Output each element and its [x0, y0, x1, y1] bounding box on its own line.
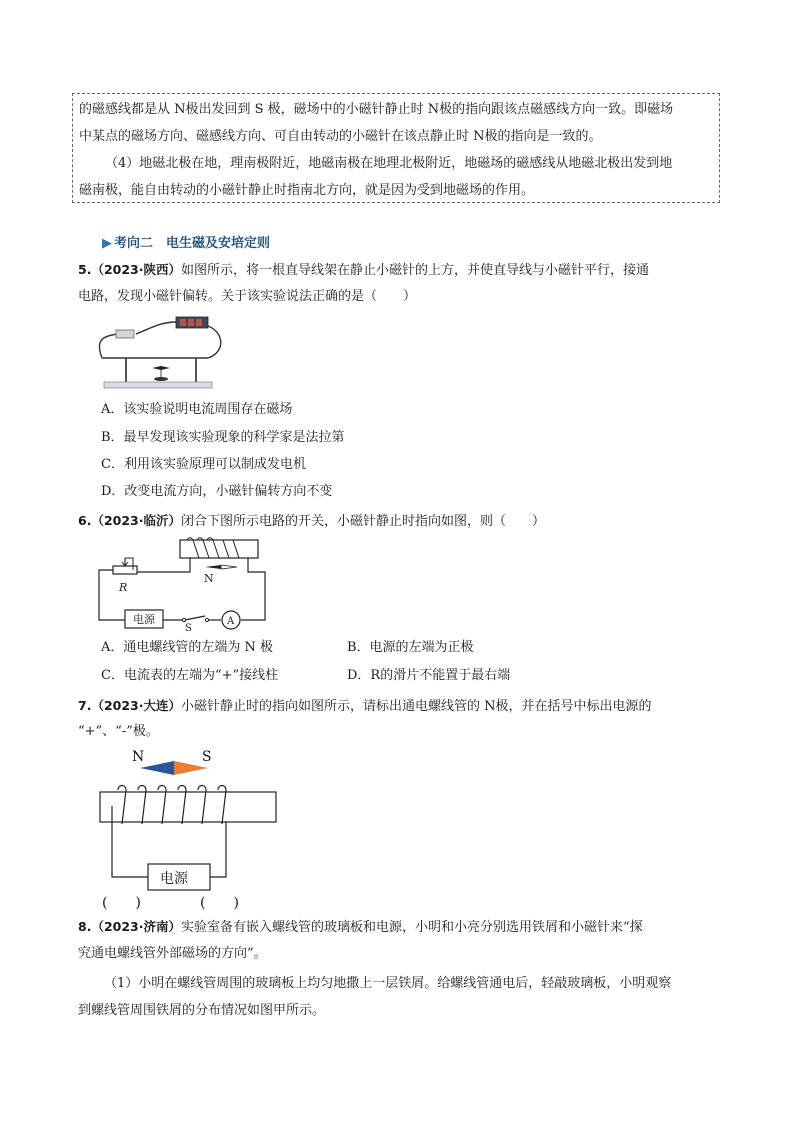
- triangle-marker-icon: ▶: [102, 236, 112, 251]
- section-heading: [102, 232, 270, 251]
- q8-text-line-3: （1）小明在螺线管周围的玻璃板上均匀地撒上一层铁屑。给螺线管通电后，轻敲玻璃板，小明观察: [104, 976, 672, 991]
- q5-option-c: C．利用该实验原理可以制成发电机: [101, 457, 306, 472]
- intro-line-1: 的磁感线都是从 N极出发回到 S 极，磁场中的小磁针静止时 N极的指向跟该点磁感线方向一致。即磁场: [79, 102, 674, 117]
- q6-source-label: 电源: [133, 613, 155, 626]
- q6-text-line-1: 6.（2023·临沂）闭合下图所示电路的开关，小磁针静止时指向如图，则（ ）: [78, 513, 546, 529]
- q7-text-line-1: 7.（2023·大连）小磁针静止时的指向如图所示，请标出通电螺线管的 N极，并在括号中标出电源的: [78, 698, 652, 714]
- q5-option-a: A．该实验说明电流周围存在磁场: [101, 402, 293, 417]
- q7-n-label: N: [132, 749, 145, 765]
- q5-text-line-2: 电路，发现小磁针偏转。关于该实验说法正确的是（ ）: [78, 289, 417, 304]
- q6-circuit-figure: [95, 536, 270, 631]
- q8-text-line-2: 究通电螺线管外部磁场的方向”。: [78, 946, 267, 961]
- q7-s-label: S: [202, 749, 212, 765]
- q6-ammeter-label: A: [227, 616, 235, 627]
- section-title: 考向二 电生磁及安培定则: [114, 236, 271, 251]
- intro-line-2: 中某点的磁场方向、磁感线方向、可自由转动的小磁针在该点静止时 N极的指向是一致的。: [79, 129, 602, 144]
- q6-n-label: N: [204, 572, 214, 585]
- q6-option-c: C．电流表的左端为“+”接线柱: [101, 668, 279, 683]
- q5-number: 5.（2023·陕西）: [78, 262, 181, 277]
- q8-text-line-1: 8.（2023·济南）实验室备有嵌入螺线管的玻璃板和电源，小明和小亮分别选用铁屑和小磁针来“探: [78, 919, 643, 935]
- q6-option-b: B．电源的左端为正极: [347, 640, 474, 655]
- q6-switch-label: S: [185, 623, 192, 631]
- intro-line-3: （4）地磁北极在地，理南极附近，地磁南极在地理北极附近，地磁场的磁感线从地磁北极出发到地: [105, 156, 673, 171]
- q8-number: 8.（2023·济南）: [78, 919, 181, 934]
- q6-option-a: A．通电螺线管的左端为 N 极: [101, 640, 274, 655]
- q6-r-label: R: [119, 581, 128, 594]
- q7-right-bracket: ( ): [200, 895, 239, 911]
- q6-option-d: D．R的滑片不能置于最右端: [347, 668, 511, 683]
- q5-oersted-apparatus-figure: [96, 312, 236, 392]
- q5-text-line-1: 5.（2023·陕西）如图所示，将一根直导线架在静止小磁针的上方，并使直导线与小磁针平行，接通: [78, 262, 650, 278]
- q7-number: 7.（2023·大连）: [78, 698, 181, 713]
- q7-solenoid-figure: [96, 744, 280, 912]
- intro-line-4: 磁南极，能自由转动的小磁针静止时指南北方向，就是因为受到地磁场的作用。: [79, 183, 535, 198]
- q6-number: 6.（2023·临沂）: [78, 513, 181, 528]
- q5-option-b: B．最早发现该实验现象的科学家是法拉第: [101, 430, 345, 445]
- q7-source-label: 电源: [160, 871, 188, 887]
- q7-text-line-2: “+”、“-”极。: [78, 724, 159, 739]
- q7-left-bracket: ( ): [102, 895, 141, 911]
- q5-option-d: D．改变电流方向，小磁针偏转方向不变: [101, 484, 333, 499]
- q8-text-line-4: 到螺线管周围铁屑的分布情况如图甲所示。: [78, 1003, 326, 1018]
- knowledge-box: [72, 93, 720, 203]
